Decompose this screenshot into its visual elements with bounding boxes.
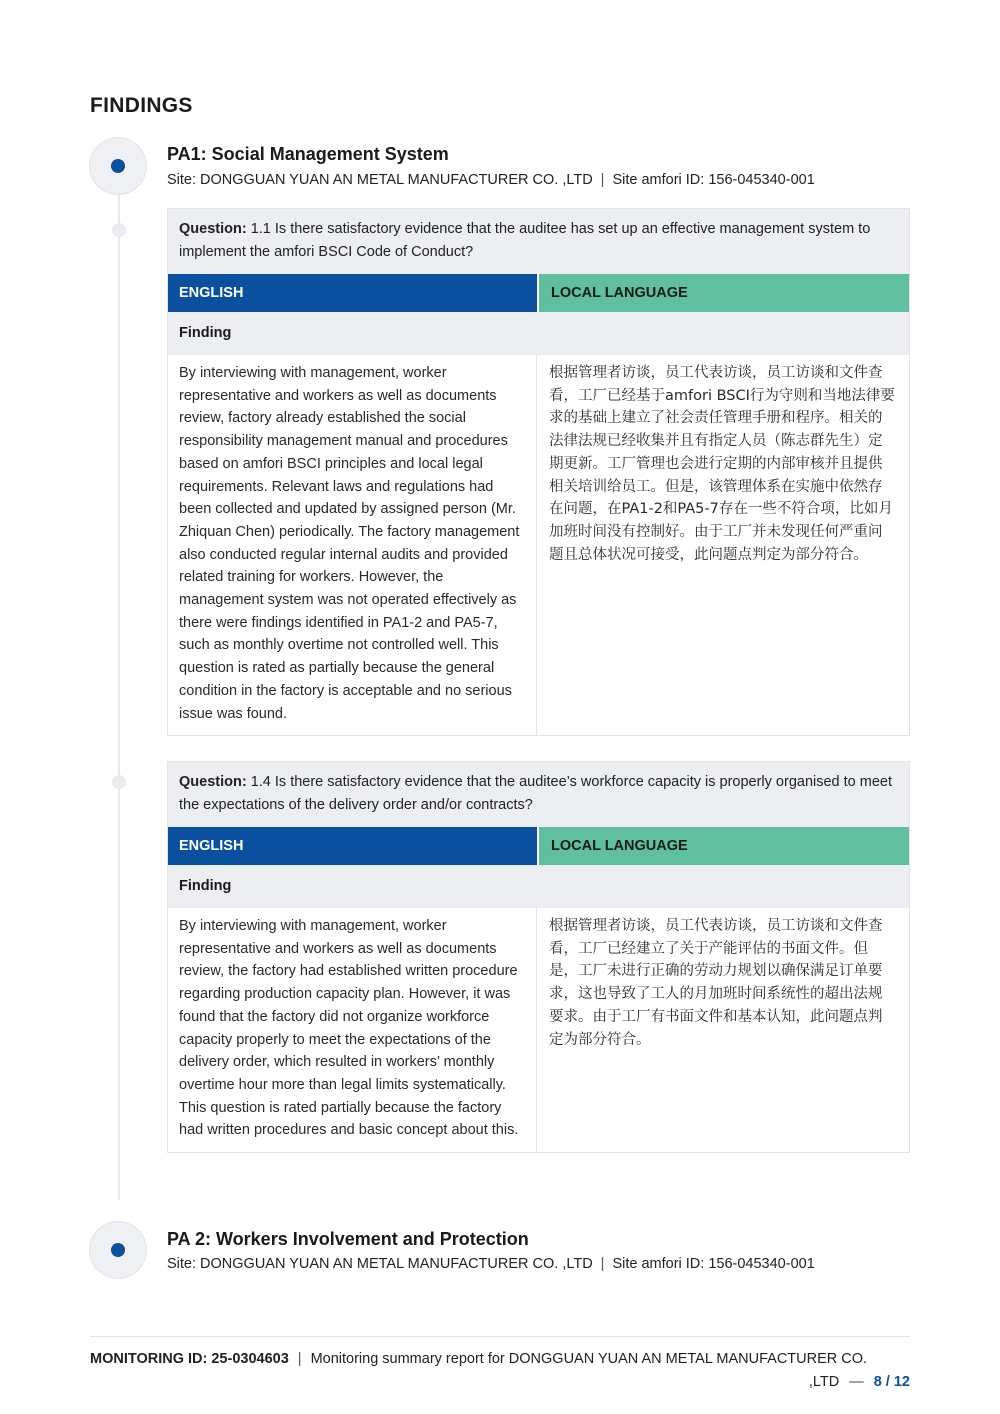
timeline-dot [112, 775, 126, 789]
pa2-marker-icon [90, 1222, 146, 1278]
pa2-title: PA 2: Workers Involvement and Protection [167, 1229, 529, 1249]
report-title-cont: ,LTD [808, 1374, 840, 1390]
local-language-header: LOCAL LANGUAGE [537, 274, 909, 312]
question-header [168, 209, 909, 274]
finding-columns [168, 355, 909, 735]
language-header-row [168, 827, 909, 865]
finding-columns [168, 908, 909, 1152]
finding-label: Finding [168, 312, 909, 355]
footer [90, 1348, 910, 1394]
question-header [168, 762, 909, 827]
question-block [167, 761, 910, 1153]
page-indicator: 8 / 12 [873, 1374, 910, 1390]
monitoring-id: MONITORING ID: 25-0304603 [90, 1351, 289, 1367]
finding-local-text: 根据管理者访谈，员工代表访谈，员工访谈和文件查看，工厂已经基于amfori BSCI行为守则和当地法律要求的基础上建立了社会责任管理手册和程序。相关的法律法规已经收集并且有指定人员（陈志群先生）定期更新。工厂管理也会进行定期的内部审核并且提供相关培训给员工。但是，该管理体系在实施中依然存在问题，在PA1-2和PA5-7存在一些不符合项，比如月加班时间没有控制好。由于工厂并未发现任何严重问题且总体状况可接受，此问题点判定为部分符合。 [549, 365, 895, 563]
english-header: ENGLISH [168, 827, 537, 865]
pa1-title: PA1: Social Management System [167, 144, 449, 164]
question-text: 1.4 Is there satisfactory evidence that the auditee’s workforce capacity is properly organised to meet the expectations of the delivery order and/or contracts? [179, 774, 892, 813]
report-title: Monitoring summary report for DONGGUAN YUAN AN METAL MANUFACTURER CO. [310, 1351, 868, 1367]
local-language-header: LOCAL LANGUAGE [537, 827, 909, 865]
timeline-line [118, 195, 120, 1200]
language-header-row [168, 274, 909, 312]
pa1-amfori-id: Site amfori ID: 156-045340-001 [612, 172, 815, 188]
footer-dash: — [849, 1374, 864, 1390]
pa2-site-name: Site: DONGGUAN YUAN AN METAL MANUFACTURER CO. ,LTD [167, 1256, 593, 1272]
question-label: Question: [179, 221, 247, 237]
pa1-site-line [167, 172, 815, 188]
pa2-amfori-id: Site amfori ID: 156-045340-001 [612, 1256, 815, 1272]
question-text: 1.1 Is there satisfactory evidence that the auditee has set up an effective management system to implement the amfori BSCI Code of Conduct? [179, 221, 871, 260]
finding-label: Finding [168, 865, 909, 908]
footer-divider [90, 1336, 910, 1337]
pa1-site-name: Site: DONGGUAN YUAN AN METAL MANUFACTURER CO. ,LTD [167, 172, 593, 188]
question-block [167, 208, 910, 736]
finding-local-text: 根据管理者访谈，员工代表访谈，员工访谈和文件查看，工厂已经建立了关于产能评估的书面文件。但是，工厂未进行正确的劳动力规划以确保满足订单要求，这也导致了工人的月加班时间系统性的超出法规要求。由于工厂有书面文件和基本认知，此问题点判定为部分符合。 [549, 918, 883, 1048]
separator: | [600, 172, 605, 188]
pa1-marker-icon [90, 138, 146, 194]
footer-separator: | [297, 1351, 302, 1367]
finding-english-text: By interviewing with management, worker representative and workers as well as documents review, factory already established the social responsibility management manual and procedures based on amfori BSCI principles and local legal requirements. Relevant laws and regulations had been collected and updated by assigned person (Mr. Zhiquan Chen) periodically. The factory management also conducted regular internal audits and provided related training for workers. However, the management system was not operated effectively as there were findings identified in PA1-2 and PA5-7, such as monthly overtime not controlled well. This question is rated as partially because the general condition in the factory is acceptable and no serious issue was found. [168, 355, 537, 735]
finding-english-text: By interviewing with management, worker representative and workers as well as documents review, the factory had established written procedure regarding production capacity plan. However, it was found that the factory did not organize workforce capacity properly to meet the expectations of the delivery order, which resulted in workers’ monthly overtime hour more than legal limits systematically. This question is rated partially because the factory had written procedures and basic concept about this. [168, 908, 537, 1152]
pa2-site-line [167, 1256, 815, 1272]
separator: | [600, 1256, 605, 1272]
timeline-dot [112, 223, 126, 237]
english-header: ENGLISH [168, 274, 537, 312]
section-heading: FINDINGS [90, 94, 193, 117]
question-label: Question: [179, 774, 247, 790]
